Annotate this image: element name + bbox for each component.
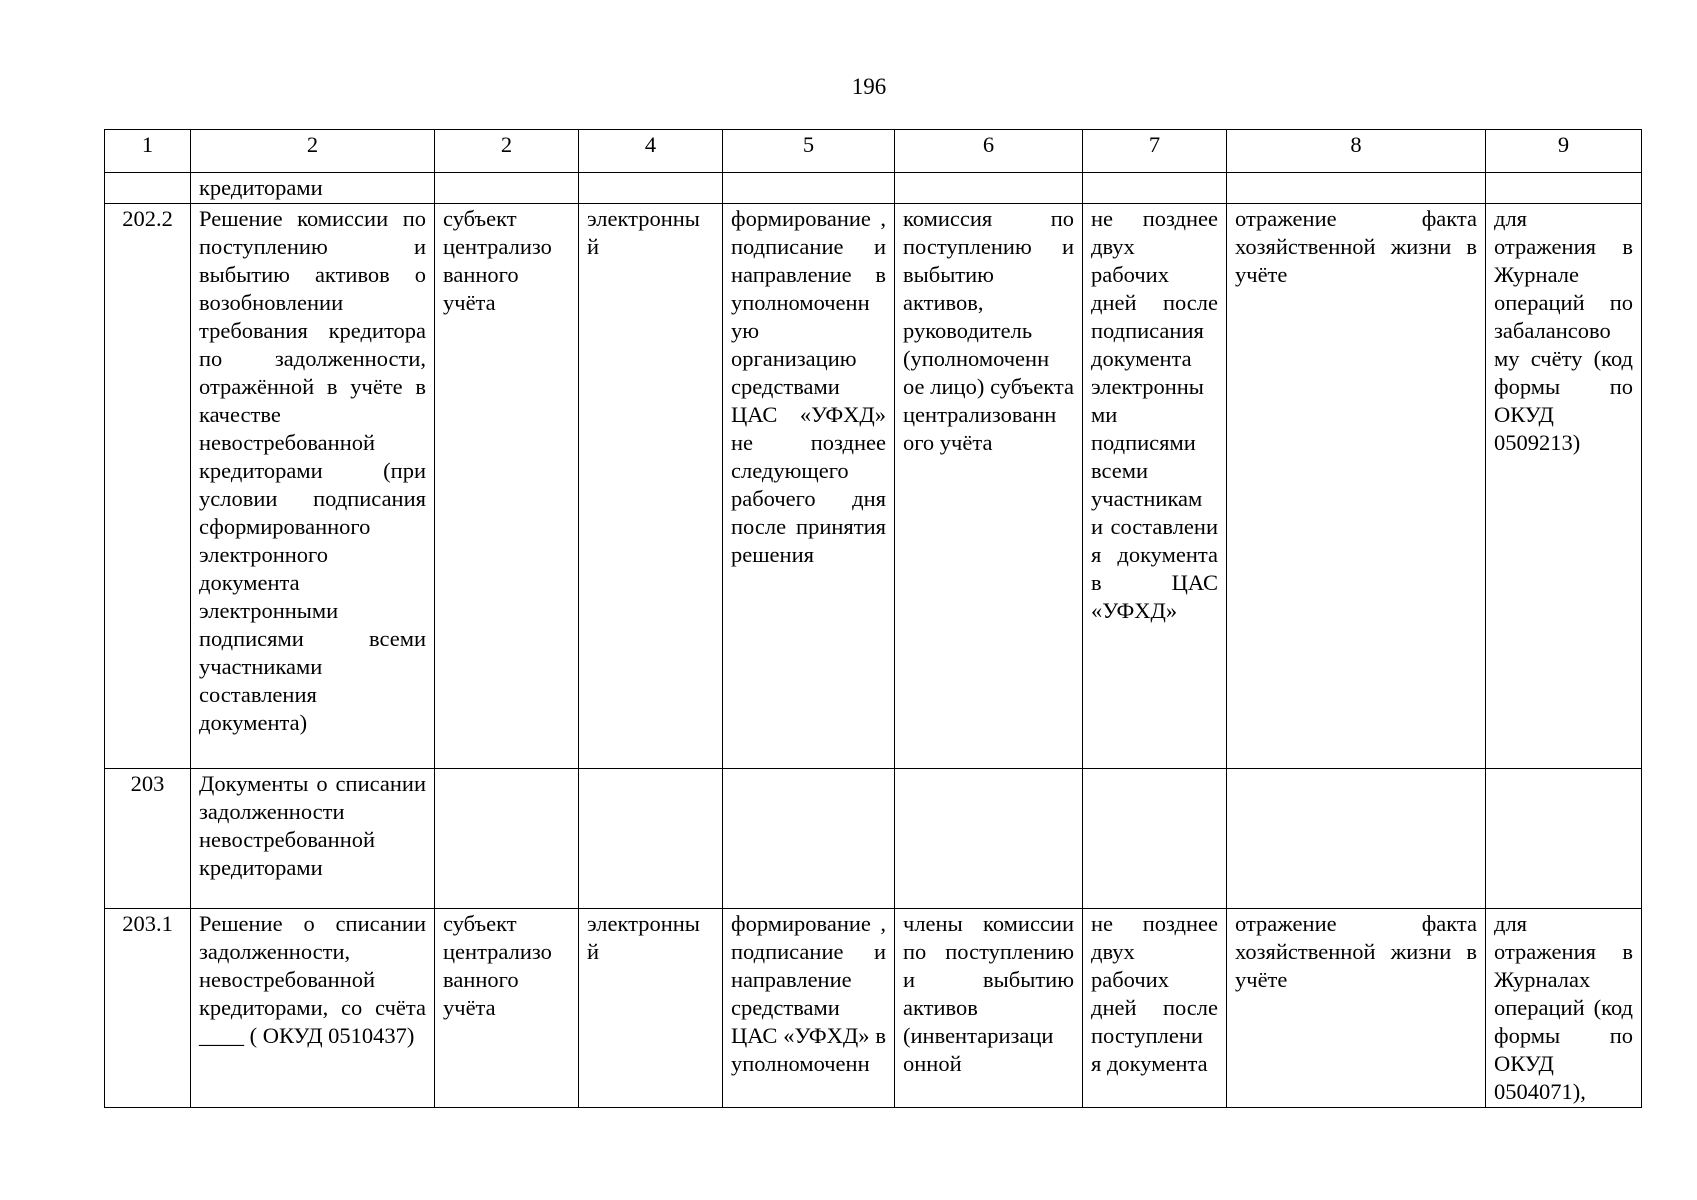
header-row [105, 130, 1642, 173]
header-cell: 7 [1083, 130, 1227, 173]
responsible-cell [435, 769, 579, 909]
row-number: 203.1 [105, 909, 191, 1108]
deadline-cell [1083, 769, 1227, 909]
procedure-cell: формирование , подписание и направление в уполномоченн ую организацию средствами ЦАС «УФХД» не позднее следующего рабочего дня после принятия решения [723, 204, 895, 769]
table-row [105, 173, 1642, 204]
action-cell: отражение факта хозяйственной жизни в учёте [1227, 204, 1486, 769]
form-cell [579, 173, 723, 204]
header-cell: 4 [579, 130, 723, 173]
action-cell: отражение факта хозяйственной жизни в учёте [1227, 909, 1486, 1108]
row-number: 202.2 [105, 204, 191, 769]
signatories-cell: комиссия по поступлению и выбытию активов, руководитель (уполномоченн ое лицо) субъекта централизованн ого учёта [895, 204, 1083, 769]
form-cell [579, 769, 723, 909]
document-name-cell: Документы о списании задолженности невостребованной кредиторами [191, 769, 435, 909]
responsible-cell [435, 173, 579, 204]
table-row [105, 909, 1642, 1108]
signatories-cell: члены комиссии по поступлению и выбытию активов (инвентаризаци онной [895, 909, 1083, 1108]
note-cell: для отражения в Журналах операций (код формы по ОКУД 0504071), [1486, 909, 1642, 1108]
header-cell: 5 [723, 130, 895, 173]
header-cell: 2 [435, 130, 579, 173]
row-number: 203 [105, 769, 191, 909]
deadline-cell: не позднее двух рабочих дней после подписания документа электронны ми подписями всеми участникам и составлени я документа в ЦАС «УФХД» [1083, 204, 1227, 769]
form-cell: электронны й [579, 909, 723, 1108]
responsible-cell: субъект централизо ванного учёта [435, 909, 579, 1108]
deadline-cell: не позднее двух рабочих дней после поступлени я документа [1083, 909, 1227, 1108]
header-cell: 1 [105, 130, 191, 173]
note-cell [1486, 173, 1642, 204]
note-cell [1486, 769, 1642, 909]
signatories-cell [895, 769, 1083, 909]
header-cell: 9 [1486, 130, 1642, 173]
table-row [105, 204, 1642, 769]
document-name-cell: Решение комиссии по поступлению и выбытию активов о возобновлении требования кредитора по задолженности, отражённой в учёте в качестве невостребованной кредиторами (при условии подписания сформированного электронного документа электронными подписями всеми участниками составления документа) [191, 204, 435, 769]
signatories-cell [895, 173, 1083, 204]
form-cell: электронны й [579, 204, 723, 769]
row-number [105, 173, 191, 204]
table-row [105, 769, 1642, 909]
action-cell [1227, 173, 1486, 204]
document-table [104, 129, 1642, 1108]
procedure-cell: формирование , подписание и направление средствами ЦАС «УФХД» в уполномоченн [723, 909, 895, 1108]
header-cell: 2 [191, 130, 435, 173]
deadline-cell [1083, 173, 1227, 204]
responsible-cell: субъект централизо ванного учёта [435, 204, 579, 769]
procedure-cell [723, 173, 895, 204]
document-name-cell: кредиторами [191, 173, 435, 204]
header-cell: 6 [895, 130, 1083, 173]
procedure-cell [723, 769, 895, 909]
header-cell: 8 [1227, 130, 1486, 173]
note-cell: для отражения в Журнале операций по забалансово му счёту (код формы по ОКУД 0509213) [1486, 204, 1642, 769]
action-cell [1227, 769, 1486, 909]
page-number: 196 [851, 74, 887, 99]
document-name-cell: Решение о списании задолженности, невостребованной кредиторами, со счёта ____ ( ОКУД 0510437) [191, 909, 435, 1108]
